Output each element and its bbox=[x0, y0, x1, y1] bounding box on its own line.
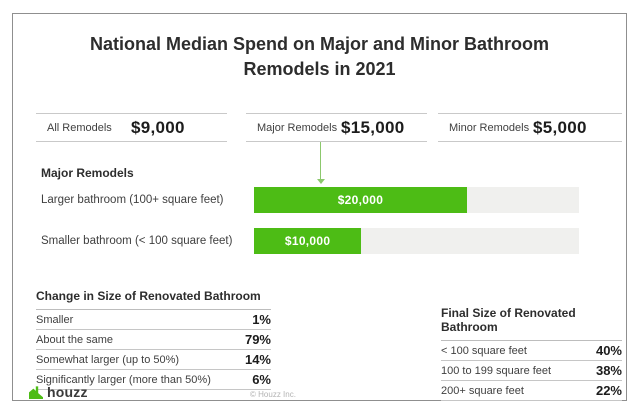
connector-arrow-line bbox=[320, 142, 321, 180]
table-row-value: 6% bbox=[252, 372, 271, 387]
table-row-label: Smaller bbox=[36, 313, 74, 326]
table-row bbox=[36, 330, 271, 350]
bar-row-smaller-bathroom bbox=[13, 228, 626, 254]
bar-section-heading: Major Remodels bbox=[41, 166, 134, 180]
bar-value-label: $20,000 bbox=[337, 193, 384, 207]
table-row bbox=[441, 381, 622, 401]
table-row-label: < 100 square feet bbox=[441, 344, 527, 357]
table-row-value: 40% bbox=[595, 343, 622, 358]
table-row bbox=[36, 350, 271, 370]
table-row-value: 22% bbox=[595, 383, 622, 398]
bar-fill bbox=[254, 228, 361, 254]
infographic-card bbox=[12, 13, 627, 401]
stat-label: Major Remodels bbox=[257, 121, 338, 134]
table-title: Final Size of Renovated Bathroom bbox=[441, 306, 622, 341]
bar-track bbox=[254, 228, 579, 254]
page-title-line1: National Median Spend on Major and Minor Bathroom bbox=[89, 34, 549, 54]
houzz-logo-text: houzz bbox=[47, 384, 88, 400]
table-row-label: 200+ square feet bbox=[441, 384, 524, 397]
page-title bbox=[13, 32, 626, 82]
bar-track bbox=[254, 187, 579, 213]
houzz-house-icon bbox=[29, 386, 43, 399]
table-final-size bbox=[441, 306, 622, 401]
table-row-value: 38% bbox=[595, 363, 622, 378]
bar-fill bbox=[254, 187, 467, 213]
table-row bbox=[441, 341, 622, 361]
table-change-in-size bbox=[36, 289, 271, 390]
stat-minor-remodels bbox=[438, 113, 622, 142]
table-row-label: Significantly larger (more than 50%) bbox=[36, 373, 211, 386]
table-title: Change in Size of Renovated Bathroom bbox=[36, 289, 271, 310]
stat-all-remodels bbox=[36, 113, 227, 142]
table-row bbox=[36, 310, 271, 330]
stat-major-remodels bbox=[246, 113, 427, 142]
stat-label: All Remodels bbox=[47, 121, 112, 134]
bar-value-label: $10,000 bbox=[284, 234, 331, 248]
table-row bbox=[441, 361, 622, 381]
table-row-value: 1% bbox=[252, 312, 271, 327]
page-title-line2: Remodels in 2021 bbox=[243, 59, 396, 79]
stat-value: $9,000 bbox=[131, 117, 185, 137]
connector-arrow-head-icon bbox=[317, 179, 325, 184]
table-row-value: 14% bbox=[244, 352, 271, 367]
bar-label: Larger bathroom (100+ square feet) bbox=[41, 194, 224, 206]
copyright-text: © Houzz Inc. bbox=[250, 390, 296, 399]
stat-label: Minor Remodels bbox=[449, 121, 530, 134]
table-row-label: Somewhat larger (up to 50%) bbox=[36, 353, 180, 366]
stat-value: $15,000 bbox=[341, 117, 405, 137]
table-row-value: 79% bbox=[244, 332, 271, 347]
table-row-label: 100 to 199 square feet bbox=[441, 364, 552, 377]
bar-row-larger-bathroom bbox=[13, 187, 626, 213]
houzz-logo bbox=[29, 384, 88, 400]
bar-label: Smaller bathroom (< 100 square feet) bbox=[41, 235, 233, 247]
stat-value: $5,000 bbox=[533, 117, 587, 137]
table-row-label: About the same bbox=[36, 333, 114, 346]
